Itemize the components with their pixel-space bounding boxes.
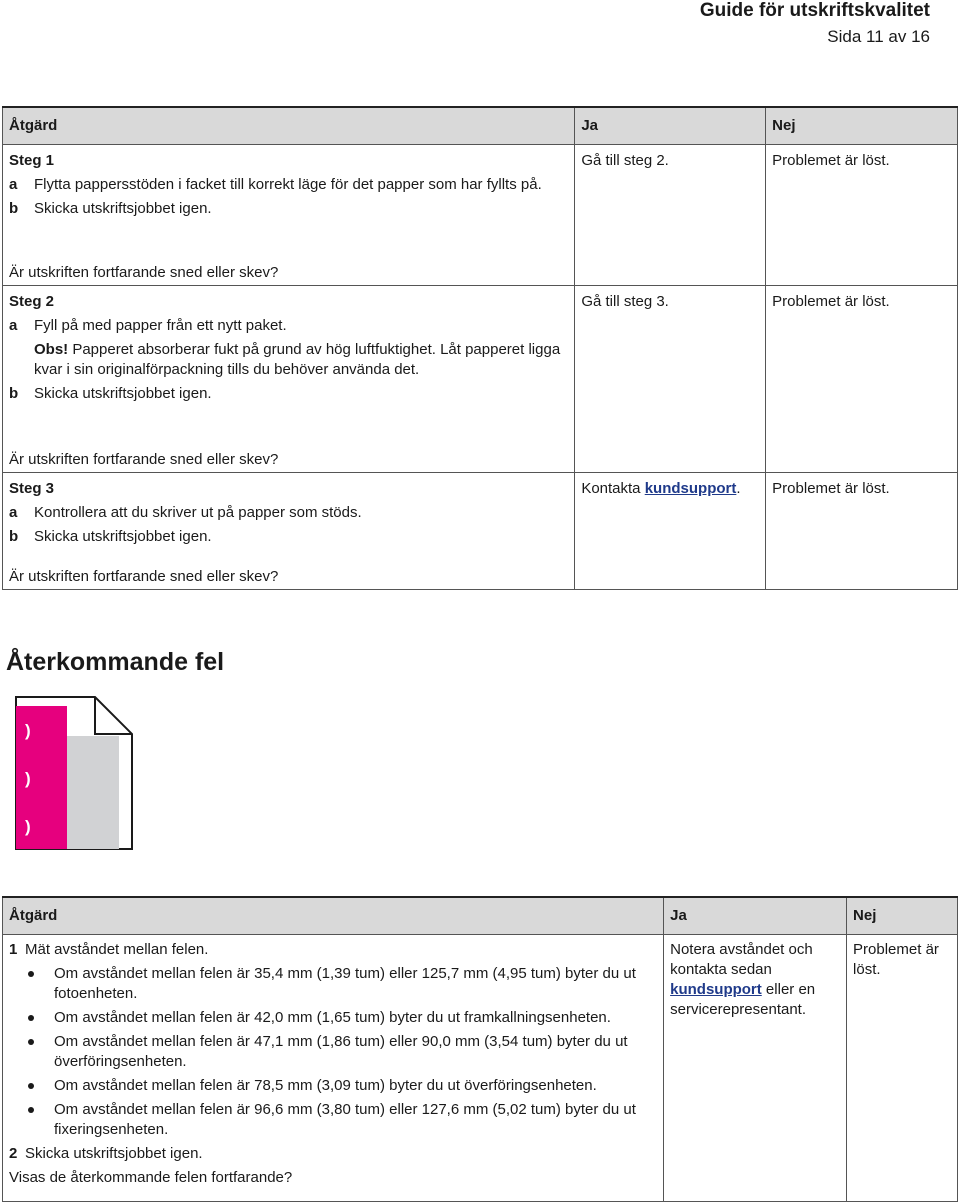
note-label: Obs! <box>34 341 69 358</box>
header-no: Nej <box>847 897 958 935</box>
defect-mark: ) <box>25 817 31 836</box>
question-text: Visas de återkommande felen fortfarande? <box>9 1169 293 1186</box>
step-label: Steg 1 <box>9 152 55 169</box>
document-title: Guide för utskriftskvalitet <box>699 0 930 21</box>
question-cell: Är utskriften fortfarande sned eller skev? <box>3 257 575 286</box>
yes-text: Gå till steg 3. <box>581 293 669 310</box>
bullet-dot <box>28 1107 34 1113</box>
bullet-text: Om avståndet mellan felen är 78,5 mm (3,09 tum) byter du ut överföringsenheten. <box>54 1077 597 1094</box>
defect-mark: ) <box>25 721 31 740</box>
bullet-item <box>9 1008 657 1028</box>
header-no: Nej <box>766 107 958 145</box>
yes-suffix: eller en servicerepresentant. <box>670 981 816 1018</box>
step-cell <box>3 286 575 445</box>
bullet-text: Om avståndet mellan felen är 42,0 mm (1,65 tum) byter du ut framkallningsenheten. <box>54 1009 611 1026</box>
section-heading: Återkommande fel <box>6 648 225 676</box>
table-header-row <box>3 107 958 145</box>
item-letter: a <box>9 504 18 521</box>
note <box>9 340 568 380</box>
yes-text: Gå till steg 2. <box>581 152 669 169</box>
yes-text <box>581 473 759 499</box>
bullet-dot <box>28 971 34 977</box>
bullet-dot <box>28 1039 34 1045</box>
bullet-text: Om avståndet mellan felen är 96,6 mm (3,80 tum) eller 127,6 mm (5,02 tum) byter du ut fixeringsenheten. <box>54 1101 636 1138</box>
table-header-row <box>3 897 958 935</box>
bullet-text: Om avståndet mellan felen är 35,4 mm (1,39 tum) eller 125,7 mm (4,95 tum) byter du ut fotoenheten. <box>54 965 636 1002</box>
yes-cell <box>575 145 766 286</box>
troubleshoot-table-skew <box>2 106 958 590</box>
item-text: Mät avståndet mellan felen. <box>25 941 209 958</box>
item-text: Flytta pappersstöden i facket till korrekt läge för det papper som har fyllts på. <box>34 176 542 193</box>
item-text: Kontrollera att du skriver ut på papper som stöds. <box>34 504 362 521</box>
no-cell <box>766 286 958 473</box>
no-cell <box>847 935 958 1202</box>
item-text: Skicka utskriftsjobbet igen. <box>34 385 212 402</box>
action-cell <box>3 935 664 1202</box>
numbered-item <box>9 940 657 960</box>
header-yes: Ja <box>575 107 766 145</box>
header-action: Åtgärd <box>3 107 575 145</box>
list-item <box>9 503 568 523</box>
gray-band <box>67 736 119 849</box>
no-text: Problemet är löst. <box>772 152 890 169</box>
yes-cell <box>664 935 847 1202</box>
note-text: Papperet absorberar fukt på grund av hög luftfuktighet. Låt papperet ligga kvar i sin originalförpackning tills du behöver använda det. <box>34 341 561 378</box>
list-item <box>9 316 568 336</box>
item-letter: a <box>9 176 18 193</box>
step-label: Steg 3 <box>9 480 55 497</box>
numbered-item <box>9 1144 657 1164</box>
question-cell: Är utskriften fortfarande sned eller skev? <box>3 444 575 473</box>
bullet-dot <box>28 1083 34 1089</box>
no-cell <box>766 145 958 286</box>
item-number: 2 <box>9 1145 18 1162</box>
item-number: 1 <box>9 941 18 958</box>
bullet-item <box>9 1100 657 1140</box>
bullet-item <box>9 964 657 1004</box>
bullet-text: Om avståndet mellan felen är 47,1 mm (1,86 tum) eller 90,0 mm (3,54 tum) byter du ut överföringsenheten. <box>54 1033 628 1070</box>
table-row <box>3 286 958 445</box>
yes-cell <box>575 473 766 590</box>
yes-cell <box>575 286 766 473</box>
item-text: Skicka utskriftsjobbet igen. <box>34 528 212 545</box>
item-letter: b <box>9 528 19 545</box>
item-letter: b <box>9 200 19 217</box>
bullet-dot <box>28 1015 34 1021</box>
table-row <box>3 935 958 1202</box>
repeating-defects-illustration <box>15 696 133 850</box>
yes-prefix: Kontakta <box>581 480 645 497</box>
list-item <box>9 199 568 219</box>
no-text: Problemet är löst. <box>772 293 890 310</box>
table-row <box>3 473 958 562</box>
item-letter: b <box>9 385 19 402</box>
item-text: Skicka utskriftsjobbet igen. <box>25 1145 203 1162</box>
page-number: Sida 11 av 16 <box>827 27 930 46</box>
header-action: Åtgärd <box>3 897 664 935</box>
page-header <box>700 0 930 48</box>
troubleshoot-table-repeating <box>2 896 958 1202</box>
defect-mark: ) <box>25 769 31 788</box>
magenta-band <box>16 706 67 849</box>
item-text: Skicka utskriftsjobbet igen. <box>34 200 212 217</box>
header-yes: Ja <box>664 897 847 935</box>
bullet-item <box>9 1032 657 1072</box>
kundsupport-link[interactable]: kundsupport <box>644 480 737 497</box>
bullet-item <box>9 1076 657 1096</box>
no-text: Problemet är löst. <box>853 941 939 978</box>
step-label: Steg 2 <box>9 293 55 310</box>
yes-prefix: Notera avståndet och kontakta sedan <box>670 941 813 978</box>
item-letter: a <box>9 317 18 334</box>
kundsupport-link[interactable]: kundsupport <box>670 981 762 998</box>
yes-text <box>670 935 840 1020</box>
table-row <box>3 145 958 258</box>
item-text: Fyll på med papper från ett nytt paket. <box>34 317 287 334</box>
yes-suffix: . <box>736 480 741 497</box>
question-cell: Är utskriften fortfarande sned eller skev? <box>3 561 575 590</box>
list-item <box>9 384 568 404</box>
list-item <box>9 175 568 195</box>
no-text: Problemet är löst. <box>772 480 890 497</box>
step-cell <box>3 473 575 562</box>
list-item <box>9 527 568 547</box>
no-cell <box>766 473 958 590</box>
step-cell <box>3 145 575 258</box>
